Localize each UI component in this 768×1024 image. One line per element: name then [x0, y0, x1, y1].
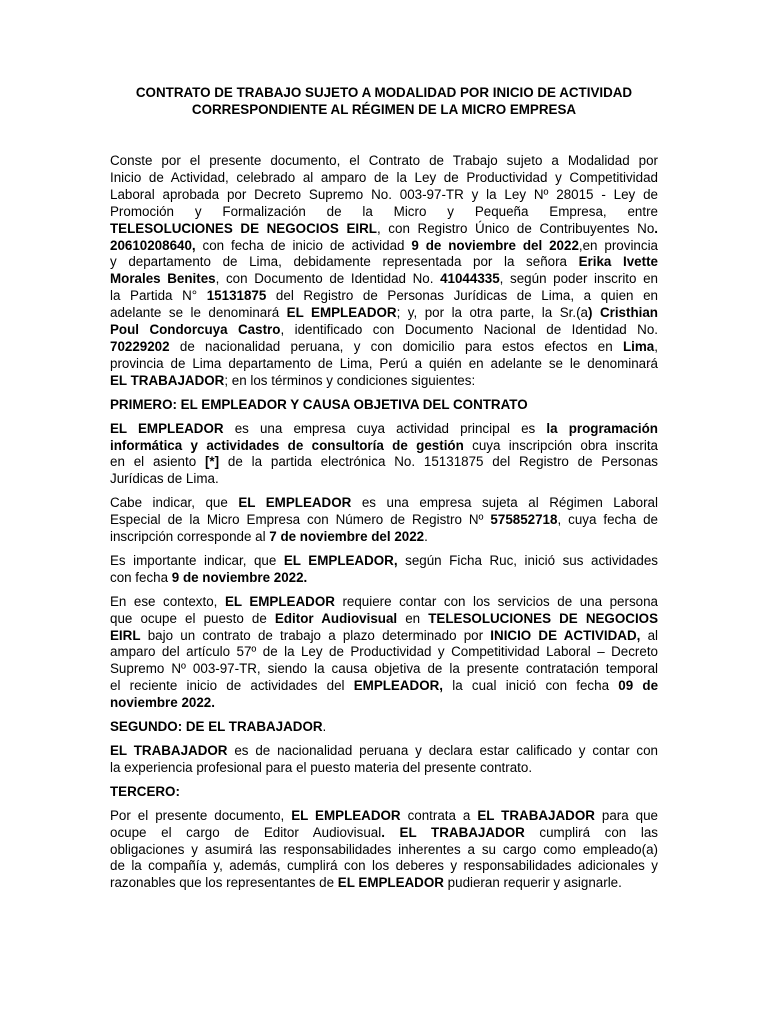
text-line — [110, 570, 658, 587]
employer-term: EL EMPLEADOR — [110, 420, 224, 436]
heading-text: SEGUNDO: DE EL TRABAJADOR — [110, 719, 323, 735]
tercero-paragraph-1 — [110, 808, 658, 893]
text-line — [110, 628, 658, 645]
representative-surname: Morales Benites — [110, 271, 216, 287]
activity-start-date: 9 de noviembre 2022. — [171, 569, 308, 585]
text-span: , con Documento de Identidad No. — [215, 271, 441, 287]
text-line — [110, 271, 658, 288]
text-span: del Registro de Personas Jurídicas de Lima, a quien en — [266, 288, 658, 304]
ruc-number: 20610208640, — [110, 237, 196, 253]
employer-term: EL EMPLEADOR — [291, 807, 401, 823]
text-line — [110, 221, 658, 238]
heading-period: . — [322, 719, 327, 735]
text-line — [110, 808, 658, 825]
text-span: ,en provincia — [578, 237, 658, 253]
company-name: TELESOLUCIONES DE NEGOCIOS EIRL — [110, 220, 377, 236]
primero-paragraph-3 — [110, 553, 658, 587]
text-line: obligaciones y asumirá las responsabilidades inherentes a su cargo como empleado(a) — [110, 841, 658, 857]
representative-id: 41044335 — [440, 271, 500, 287]
text-line: amparo del artículo 57º de la Ley de Productividad y Competitividad Laboral – Decreto — [110, 644, 658, 660]
text-span: bajo un contrato de trabajo a plazo determinado por — [140, 627, 491, 643]
contract-title — [110, 84, 658, 119]
primero-paragraph-1 — [110, 421, 658, 489]
text-span: al — [640, 627, 658, 643]
segundo-paragraph-1 — [110, 743, 658, 777]
text-line — [110, 875, 658, 892]
text-line — [110, 512, 658, 529]
text-line: Jurídicas de Lima. — [110, 471, 219, 487]
text-line — [110, 454, 658, 471]
title-line-1: CONTRATO DE TRABAJO SUJETO A MODALIDAD POR INICIO DE ACTIVIDAD — [135, 85, 633, 100]
text-span: cumplirá con las — [524, 824, 658, 840]
text-span: en el asiento — [110, 454, 205, 470]
text-line — [110, 825, 658, 842]
worker-name: ) Cristhian — [588, 305, 658, 321]
text-span: , identificado con Documento Nacional de Identidad No. — [280, 322, 658, 338]
worker-term: . EL TRABAJADOR — [381, 824, 525, 840]
intro-paragraph — [110, 153, 658, 390]
employer-term: EMPLEADOR, — [353, 678, 444, 694]
worker-term: EL TRABAJADOR — [477, 807, 595, 823]
text-span: con fecha — [110, 569, 172, 585]
text-span: ; en los términos y condiciones siguientes: — [224, 372, 476, 388]
employer-term: EL EMPLEADOR — [238, 495, 352, 511]
text-span: contrata a — [400, 807, 478, 823]
text-span: cuya inscripción obra inscrita — [463, 437, 658, 453]
text-span: y departamento de Lima, debidamente representada por la señora — [110, 254, 579, 270]
text-span: es de nacionalidad peruana y declara estar calificado y contar con — [227, 743, 658, 758]
text-line — [110, 238, 658, 255]
activity-description: informática y actividades de consultoría de gestión — [110, 437, 464, 453]
text-span: En ese contexto, — [110, 593, 225, 609]
section-heading-primero: PRIMERO: EL EMPLEADOR Y CAUSA OBJETIVA DEL CONTRATO — [110, 396, 528, 412]
text-span: . — [654, 220, 658, 236]
text-span: , cuya fecha de — [557, 512, 658, 528]
title-line-2: CORRESPONDIENTE AL RÉGIMEN DE LA MICRO EMPRESA — [191, 102, 577, 118]
text-span: ocupe el cargo de Editor Audiovisual — [110, 824, 382, 840]
registry-number: 575852718 — [490, 512, 558, 528]
text-line — [110, 438, 658, 455]
text-span: en — [397, 610, 429, 626]
text-line: de la compañía y, además, cumplirá con los deberes y responsabilidades adicionales y — [110, 858, 658, 874]
contract-modality: INICIO DE ACTIVIDAD, — [490, 627, 641, 643]
text-span: de nacionalidad peruana, y con domicilio para estos efectos en — [169, 338, 623, 354]
text-span: requiere contar con los servicios de una persona — [334, 593, 658, 609]
text-span: es una empresa sujeta al Régimen Laboral — [351, 495, 658, 511]
text-line — [110, 695, 658, 712]
text-span: pudieran requerir y asignarle. — [443, 875, 622, 891]
worker-city: Lima — [623, 338, 655, 354]
text-span: ; y, por la otra parte, la Sr.(a — [396, 305, 588, 321]
worker-term: EL TRABAJADOR — [110, 743, 228, 758]
company-name: TELESOLUCIONES DE NEGOCIOS — [428, 610, 659, 626]
text-span: , según poder inscrito en — [499, 271, 658, 287]
text-line: Promoción y Formalización de la Micro y Pequeña Empresa, entre — [110, 203, 658, 219]
contract-body — [110, 153, 658, 892]
employer-term: EL EMPLEADOR — [337, 875, 444, 891]
representative-name: Erika Ivette — [578, 254, 658, 270]
text-span: de la partida electrónica No. 15131875 del Registro de Personas — [219, 454, 658, 470]
start-date: noviembre 2022. — [110, 695, 215, 711]
text-span: según Ficha Ruc, inició sus actividades — [397, 552, 658, 568]
text-line — [110, 594, 658, 611]
text-line — [110, 421, 658, 438]
text-line — [110, 529, 658, 546]
job-position: Editor Audiovisual — [274, 610, 398, 626]
text-line: Conste por el presente documento, el Contrato de Trabajo sujeto a Modalidad por — [110, 153, 658, 168]
employer-term: EL EMPLEADOR — [224, 593, 335, 609]
text-span: con fecha de inicio de actividad — [195, 237, 412, 253]
text-line — [110, 743, 658, 760]
text-span: para que — [594, 807, 658, 823]
text-span: Por el presente documento, — [110, 807, 292, 823]
worker-term: EL TRABAJADOR — [110, 372, 225, 388]
primero-paragraph-4 — [110, 594, 658, 712]
text-span: el reciente inicio de actividades del — [110, 678, 354, 694]
text-line: Supremo Nº 003-97-TR, siendo la causa objetiva de la presente contratación temporal — [110, 661, 658, 677]
text-span: razonables que los representantes de — [110, 875, 338, 891]
worker-surname: Poul Condorcuya Castro — [110, 322, 281, 338]
start-date: 9 de noviembre del 2022 — [411, 237, 579, 253]
text-line: Inicio de Actividad, celebrado al amparo de la Ley de Productividad y Competitividad — [110, 169, 658, 185]
text-line: la experiencia profesional para el puesto materia del presente contrato. — [110, 759, 533, 775]
text-span: Especial de la Micro Empresa con Número de Registro Nº — [110, 512, 491, 528]
text-span: inscripción corresponde al — [110, 529, 270, 545]
text-line — [110, 288, 658, 305]
text-line — [110, 611, 658, 628]
text-line — [110, 339, 658, 356]
text-span: . — [424, 529, 428, 545]
text-line — [110, 553, 658, 570]
company-name-suffix: EIRL — [110, 627, 141, 643]
text-span: , — [654, 338, 658, 354]
text-line — [110, 495, 658, 512]
employer-term: EL EMPLEADOR — [286, 305, 397, 321]
text-line: Laboral aprobada por Decreto Supremo No. 003-97-TR y la Ley Nº 28015 - Ley de — [110, 186, 658, 202]
text-line — [110, 322, 658, 339]
text-span: la Partida N° — [110, 288, 207, 304]
text-span: Es importante indicar, que — [110, 552, 284, 568]
employer-term: EL EMPLEADOR, — [283, 552, 398, 568]
text-line — [110, 254, 658, 271]
text-line — [110, 678, 658, 695]
partida-number: 15131875 — [206, 288, 267, 304]
text-line — [110, 373, 658, 390]
text-span: , con Registro Único de Contribuyentes No — [376, 220, 655, 236]
primero-paragraph-2 — [110, 495, 658, 546]
text-line — [110, 305, 658, 322]
text-span: Cabe indicar, que — [110, 495, 239, 511]
text-line: provincia de Lima departamento de Lima, Perú a quién en adelante se le denominará — [110, 355, 658, 371]
text-span: adelante se le denominará — [110, 305, 287, 321]
text-span: la cual inició con fecha — [443, 678, 619, 694]
text-span: 09 de — [618, 678, 659, 694]
registry-date: 7 de noviembre del 2022 — [269, 529, 425, 545]
section-heading-segundo — [110, 719, 658, 736]
seat-placeholder: [*] — [204, 454, 220, 470]
worker-id: 70229202 — [110, 338, 170, 354]
text-span: es una empresa cuya actividad principal es — [223, 420, 547, 436]
text-span: que ocupe el puesto de — [110, 610, 275, 626]
section-heading-tercero: TERCERO: — [110, 783, 180, 799]
text-span: la programación — [546, 420, 658, 436]
